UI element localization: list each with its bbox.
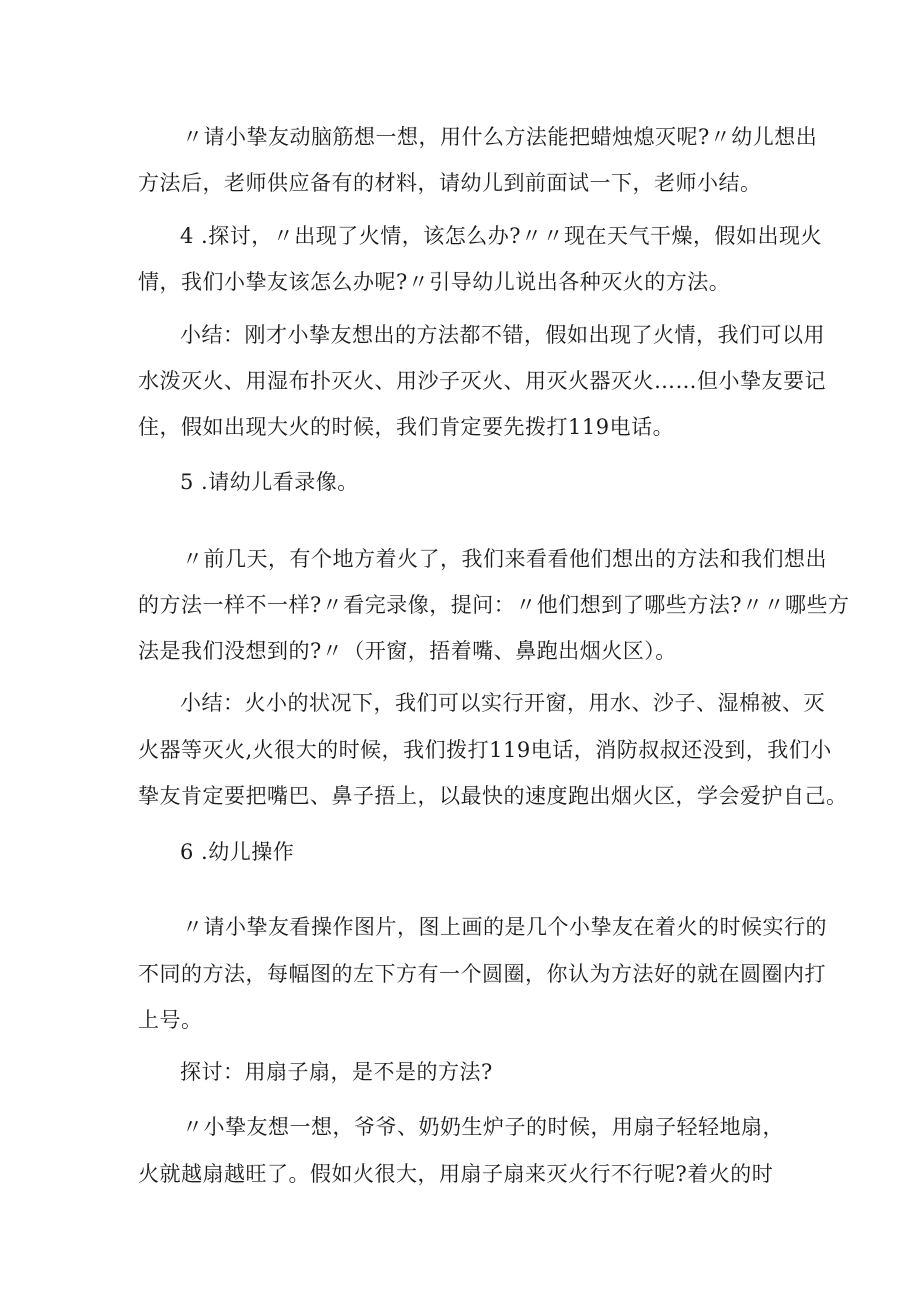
paragraph-8-line-2: 不同的方法，每幅图的左下方有一个圆圈，你认为方法好的就在圆圈内打 [138, 962, 826, 986]
paragraph-2-line-1: 4 .探讨，〃出现了火情，该怎么办?〃〃现在天气干燥，假如出现火 [180, 224, 822, 248]
paragraph-10-line-1: 〃小挚友想一想，爷爷、奶奶生炉子的时候，用扇子轻轻地扇， [182, 1115, 784, 1139]
paragraph-8-line-1: 〃请小挚友看操作图片，图上画的是几个小挚友在着火的时候实行的 [182, 915, 827, 939]
paragraph-2-line-2: 情，我们小挚友该怎么办呢?〃引导幼儿说出各种灭火的方法。 [138, 270, 731, 294]
paragraph-6-line-2: 火器等灭火,火很大的时候，我们拨打119电话，消防叔叔还没到，我们小 [138, 738, 832, 762]
paragraph-5-line-2: 的方法一样不一样?〃看完录像，提问：〃他们想到了哪些方法?〃〃哪些方 [138, 593, 850, 617]
paragraph-5-line-3: 法是我们没想到的?〃（开窗，捂着嘴、鼻跑出烟火区）。 [138, 639, 677, 663]
paragraph-1-line-1: 〃请小挚友动脑筋想一想，用什么方法能把蜡烛熄灭呢?〃幼儿想出 [182, 125, 818, 149]
paragraph-8-line-3: 上号。 [138, 1008, 203, 1032]
paragraph-1-line-2: 方法后，老师供应备有的材料，请幼儿到前面试一下，老师小结。 [138, 171, 762, 195]
paragraph-9-line-1: 探讨：用扇子扇，是不是的方法? [180, 1060, 493, 1084]
paragraph-6-line-3: 挚友肯定要把嘴巴、鼻子捂上，以最快的速度跑出烟火区，学会爱护自己。 [138, 784, 848, 808]
paragraph-5-line-1: 〃前几天，有个地方着火了，我们来看看他们想出的方法和我们想出 [182, 547, 827, 571]
paragraph-3-line-3: 住，假如出现大火的时候，我们肯定要先拨打119电话。 [138, 415, 675, 439]
paragraph-3-line-1: 小结：刚才小挚友想出的方法都不错，假如出现了火情，我们可以用 [180, 323, 825, 347]
paragraph-6-line-1: 小结：火小的状况下，我们可以实行开窗，用水、沙子、湿棉被、灭 [180, 691, 825, 715]
paragraph-7-line-1: 6 .幼儿操作 [180, 840, 295, 864]
paragraph-10-line-2: 火就越扇越旺了。假如火很大，用扇子扇来灭火行不行呢?着火的时 [138, 1162, 774, 1186]
paragraph-3-line-2: 水泼灭火、用湿布扑灭火、用沙子灭火、用灭火器灭火……但小挚友要记 [138, 369, 826, 393]
paragraph-4-line-1: 5 .请幼儿看录像。 [180, 470, 359, 494]
